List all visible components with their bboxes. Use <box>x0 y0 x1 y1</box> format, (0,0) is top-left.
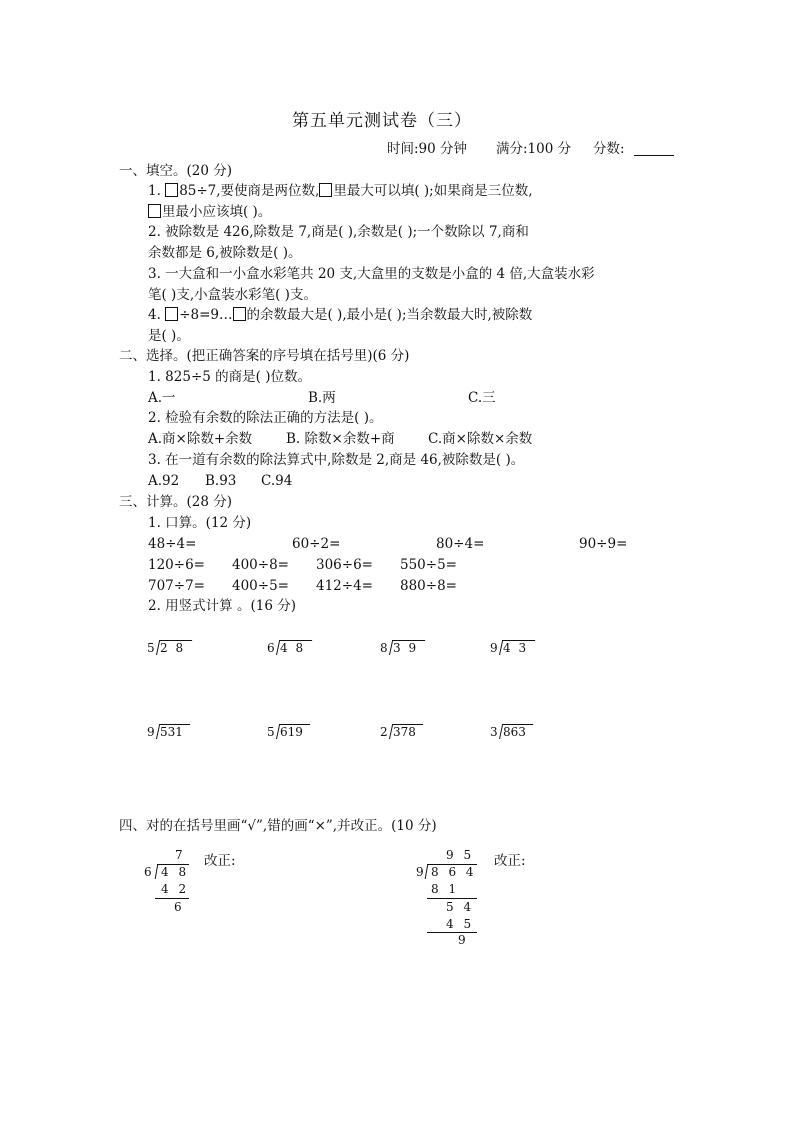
mental-calc-item: 880÷8= <box>400 578 457 594</box>
digit-box <box>165 183 178 197</box>
divisor: 2 <box>380 725 388 739</box>
long-division-setup <box>267 640 317 656</box>
divisor: 8 <box>380 641 388 655</box>
s1-q4-number: 4. <box>148 307 161 323</box>
page-title: 第五单元测试卷（三） <box>292 111 472 131</box>
partial-product: 4 5 <box>446 917 475 931</box>
mental-calc-item: 550÷5= <box>400 557 457 573</box>
s2-q2-option-c: C.商×除数×余数 <box>428 431 533 447</box>
long-division-setup <box>267 724 317 740</box>
mental-calc-item: 707÷7= <box>148 578 205 594</box>
mental-calc-item: 60÷2= <box>292 536 341 552</box>
subtraction-line <box>427 898 477 899</box>
s2-q3-option-a: A.92 <box>148 473 180 489</box>
subtraction-line <box>427 932 477 933</box>
mental-calc-item: 48÷4= <box>148 536 197 552</box>
remainder: 9 <box>458 933 469 947</box>
s1-q1-text2: 里最大可以填( );如果商是三位数, <box>333 183 533 199</box>
correction-label-a: 改正: <box>204 853 236 869</box>
score-blank[interactable] <box>634 141 674 156</box>
s3-sub2: 2. 用竖式计算 。(16 分) <box>148 598 296 614</box>
s2-q1: 1. 825÷5 的商是( )位数。 <box>148 369 311 385</box>
section-4-heading: 四、对的在括号里画“√”,错的画“×”,并改正。(10 分) <box>119 818 437 834</box>
dividend: 4 3 <box>503 641 529 655</box>
remainder: 6 <box>174 900 185 914</box>
s1-q2-line2: 余数都是 6,被除数是( )。 <box>148 245 302 261</box>
quotient: 7 <box>175 848 186 862</box>
exam-full-score: 满分:100 分 <box>496 141 572 157</box>
s1-q3-line1: 3. 一大盒和一小盒水彩笔共 20 支,大盒里的支数是小盒的 4 倍,大盒装水彩 <box>148 266 595 282</box>
correction-label-b: 改正: <box>494 853 526 869</box>
dividend: 863 <box>503 725 526 739</box>
mental-calc-item: 306÷6= <box>316 557 373 573</box>
s2-q1-option-a: A.一 <box>148 390 176 406</box>
digit-box <box>233 307 246 321</box>
section-3-heading: 三、计算。(28 分) <box>119 494 233 510</box>
divisor: 5 <box>267 725 275 739</box>
mental-calc-item: 90÷9= <box>579 536 628 552</box>
dividend: 4 8 <box>280 641 306 655</box>
long-division-setup <box>490 640 540 656</box>
divisor: 9 <box>147 725 155 739</box>
s1-q1-line1 <box>148 182 533 200</box>
long-division-setup <box>380 640 430 656</box>
quotient: 9 5 <box>446 848 475 862</box>
s2-q1-option-b: B.两 <box>308 390 336 406</box>
section-1-heading: 一、填空。(20 分) <box>119 163 233 179</box>
section-2-heading: 二、选择。(把正确答案的序号填在括号里)(6 分) <box>119 348 410 364</box>
dividend: 4 8 <box>161 865 190 879</box>
divisor: 5 <box>147 641 155 655</box>
divisor: 9 <box>416 865 427 879</box>
digit-box <box>148 204 161 218</box>
worked-division-b <box>414 848 484 948</box>
mental-calc-item: 80÷4= <box>436 536 485 552</box>
s1-q4-text2: 的余数最大是( ),最小是( );当余数最大时,被除数 <box>246 307 533 323</box>
s1-q2-line1: 2. 被除数是 426,除数是 7,商是( ),余数是( );一个数除以 7,商和 <box>148 224 529 240</box>
divisor: 3 <box>490 725 498 739</box>
partial-remainder: 5 4 <box>446 900 475 914</box>
s2-q3-option-b: B.93 <box>205 473 237 489</box>
s2-q2-option-a: A.商×除数+余数 <box>148 431 253 447</box>
dividend: 3 9 <box>393 641 419 655</box>
mental-calc-item: 120÷6= <box>148 557 205 573</box>
mental-calc-item: 400÷5= <box>232 578 289 594</box>
dividend: 8 6 4 <box>431 865 477 879</box>
partial-product: 8 1 <box>431 882 460 896</box>
dividend: 619 <box>280 725 303 739</box>
divisor: 6 <box>144 865 155 879</box>
s2-q3-option-c: C.94 <box>261 473 293 489</box>
s1-q4-line2: 是( )。 <box>148 328 190 344</box>
long-division-setup <box>490 724 540 740</box>
divisor: 6 <box>267 641 275 655</box>
subtraction-line <box>155 898 189 899</box>
s1-q1-number: 1. <box>148 183 161 199</box>
digit-box <box>165 307 178 321</box>
s2-q2: 2. 检验有余数的除法正确的方法是( )。 <box>148 410 383 426</box>
s1-q4-line1 <box>148 306 532 324</box>
dividend: 2 8 <box>160 641 186 655</box>
digit-box <box>319 183 332 197</box>
mental-calc-item: 400÷8= <box>232 557 289 573</box>
s1-q4-text: ÷8=9… <box>179 307 233 323</box>
long-division-setup <box>147 640 197 656</box>
long-division-setup <box>147 724 197 740</box>
divisor: 9 <box>490 641 498 655</box>
division-bracket <box>155 864 159 879</box>
long-division-setup <box>380 724 430 740</box>
s3-sub1: 1. 口算。(12 分) <box>148 515 252 531</box>
dividend: 531 <box>160 725 183 739</box>
s2-q1-option-c: C.三 <box>468 390 496 406</box>
partial-product: 4 2 <box>161 882 190 896</box>
s1-q1-line2 <box>148 203 271 221</box>
mental-calc-item: 412÷4= <box>316 578 373 594</box>
s2-q3: 3. 在一道有余数的除法算式中,除数是 2,商是 46,被除数是( )。 <box>148 452 525 468</box>
exam-score-label: 分数: <box>593 141 625 157</box>
s1-q3-line2: 笔( )支,小盒装水彩笔( )支。 <box>148 287 317 303</box>
s1-q1-text3: 里最小应该填( )。 <box>162 204 272 220</box>
dividend: 378 <box>393 725 416 739</box>
s1-q1-text: 85÷7,要使商是两位数, <box>179 183 320 199</box>
worked-division-a <box>140 848 200 918</box>
exam-time: 时间:90 分钟 <box>387 141 468 157</box>
s2-q2-option-b: B. 除数×余数+商 <box>286 431 395 447</box>
